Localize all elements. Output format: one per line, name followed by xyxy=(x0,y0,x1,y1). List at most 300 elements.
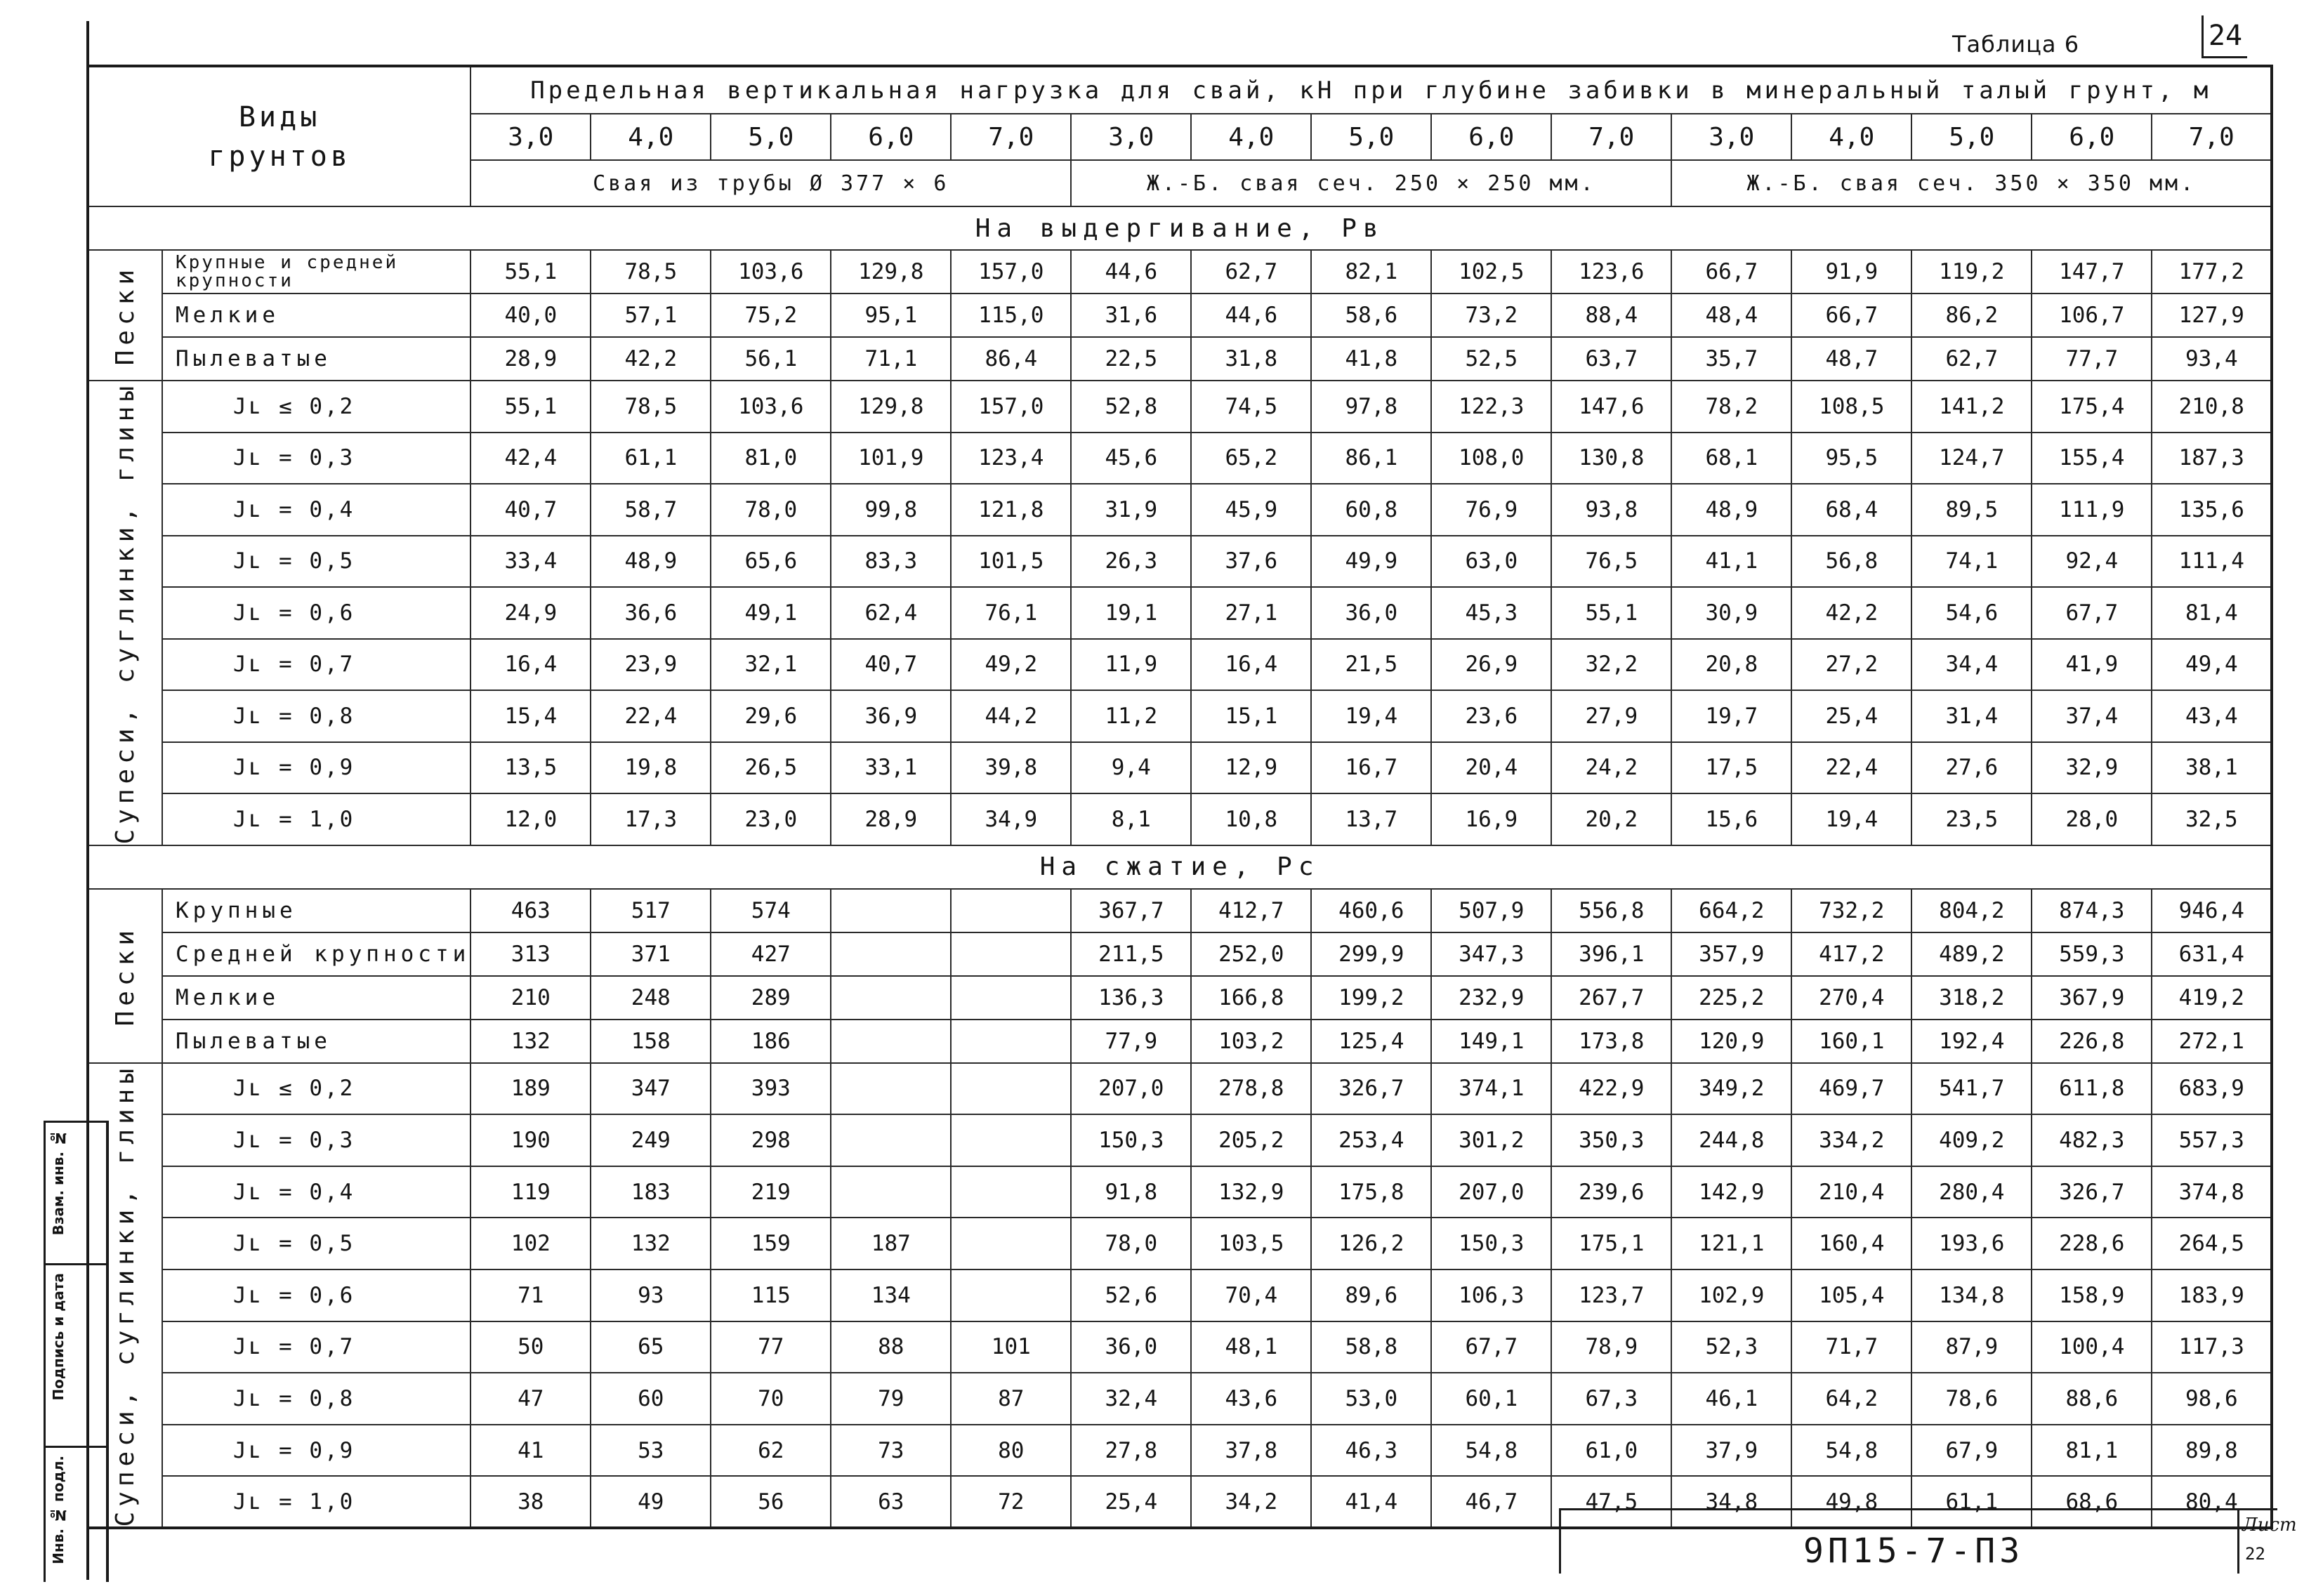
value-cell: 26,3 xyxy=(1071,536,1191,588)
value-cell xyxy=(831,1114,951,1166)
value-cell: 367,7 xyxy=(1071,889,1191,932)
value-cell: 427 xyxy=(711,932,831,976)
value-cell: 119,2 xyxy=(1911,250,2032,294)
value-cell: 70 xyxy=(711,1373,831,1425)
value-cell: 62,4 xyxy=(831,587,951,639)
value-cell: 326,7 xyxy=(2032,1166,2152,1218)
section-title: На сжатие, Pс xyxy=(88,845,2272,889)
value-cell: 574 xyxy=(711,889,831,932)
value-cell: 334,2 xyxy=(1791,1114,1911,1166)
value-cell: 28,9 xyxy=(470,337,591,381)
value-cell: 123,7 xyxy=(1551,1269,1671,1321)
value-cell: 318,2 xyxy=(1911,976,2032,1020)
value-cell: 62,7 xyxy=(1191,250,1311,294)
value-cell: 81,4 xyxy=(2152,587,2272,639)
value-cell: 48,1 xyxy=(1191,1321,1311,1373)
value-cell: 150,3 xyxy=(1071,1114,1191,1166)
table-row xyxy=(88,976,2272,1020)
value-cell: 186 xyxy=(711,1020,831,1063)
value-cell: 124,7 xyxy=(1911,433,2032,484)
value-cell: 36,6 xyxy=(591,587,711,639)
value-cell: 25,4 xyxy=(1791,690,1911,742)
value-cell: 91,8 xyxy=(1071,1166,1191,1218)
value-cell xyxy=(951,976,1071,1020)
value-cell: 147,6 xyxy=(1551,381,1671,433)
value-cell: 60,1 xyxy=(1431,1373,1551,1425)
value-cell: 49,1 xyxy=(711,587,831,639)
value-cell: 211,5 xyxy=(1071,932,1191,976)
value-cell: 43,6 xyxy=(1191,1373,1311,1425)
sheet-value: 22 xyxy=(2245,1544,2265,1564)
value-cell: 326,7 xyxy=(1311,1063,1431,1115)
value-cell: 106,7 xyxy=(2032,294,2152,337)
depth-header: 7,0 xyxy=(2152,114,2272,160)
value-cell: 39,8 xyxy=(951,742,1071,794)
value-cell: 482,3 xyxy=(2032,1114,2152,1166)
value-cell: 556,8 xyxy=(1551,889,1671,932)
table-row xyxy=(88,932,2272,976)
value-cell: 86,4 xyxy=(951,337,1071,381)
value-cell: 27,9 xyxy=(1551,690,1671,742)
value-cell: 37,9 xyxy=(1671,1425,1791,1477)
soil-subtype-label: Крупные xyxy=(162,889,470,932)
section-title: На выдергивание, Pв xyxy=(88,206,2272,250)
value-cell: 149,1 xyxy=(1431,1020,1551,1063)
value-cell: 20,4 xyxy=(1431,742,1551,794)
value-cell: 80,4 xyxy=(2152,1476,2272,1528)
value-cell: 54,8 xyxy=(1431,1425,1551,1477)
value-cell: 460,6 xyxy=(1311,889,1431,932)
value-cell: 219 xyxy=(711,1166,831,1218)
value-cell: 53,0 xyxy=(1311,1373,1431,1425)
value-cell: 150,3 xyxy=(1431,1218,1551,1269)
value-cell: 419,2 xyxy=(2152,976,2272,1020)
table-row xyxy=(88,294,2272,337)
value-cell: 74,1 xyxy=(1911,536,2032,588)
value-cell: 103,6 xyxy=(711,381,831,433)
value-cell: 49,9 xyxy=(1311,536,1431,588)
value-cell: 8,1 xyxy=(1071,793,1191,845)
value-cell: 27,1 xyxy=(1191,587,1311,639)
value-cell: 125,4 xyxy=(1311,1020,1431,1063)
value-cell: 804,2 xyxy=(1911,889,2032,932)
value-cell: 102,9 xyxy=(1671,1269,1791,1321)
value-cell xyxy=(951,889,1071,932)
value-cell: 49 xyxy=(591,1476,711,1528)
value-cell: 683,9 xyxy=(2152,1063,2272,1115)
value-cell: 16,9 xyxy=(1431,793,1551,845)
value-cell: 23,9 xyxy=(591,639,711,691)
value-cell: 41,1 xyxy=(1671,536,1791,588)
value-cell: 48,4 xyxy=(1671,294,1791,337)
value-cell: 280,4 xyxy=(1911,1166,2032,1218)
value-cell: 26,5 xyxy=(711,742,831,794)
value-cell: 26,9 xyxy=(1431,639,1551,691)
value-cell xyxy=(831,1020,951,1063)
soil-subtype-label: Jʟ = 0,8 xyxy=(162,1373,470,1425)
value-cell: 19,7 xyxy=(1671,690,1791,742)
value-cell: 13,7 xyxy=(1311,793,1431,845)
pile-type-header: Свая из трубы Ø 377 × 6 xyxy=(470,160,1071,206)
value-cell: 193,6 xyxy=(1911,1218,2032,1269)
value-cell: 60,8 xyxy=(1311,484,1431,536)
value-cell: 22,4 xyxy=(591,690,711,742)
value-cell: 78,6 xyxy=(1911,1373,2032,1425)
value-cell: 374,1 xyxy=(1431,1063,1551,1115)
value-cell: 79 xyxy=(831,1373,951,1425)
value-cell: 111,4 xyxy=(2152,536,2272,588)
value-cell: 19,4 xyxy=(1311,690,1431,742)
value-cell xyxy=(831,889,951,932)
value-cell: 142,9 xyxy=(1671,1166,1791,1218)
depth-header: 3,0 xyxy=(470,114,591,160)
value-cell: 77,7 xyxy=(2032,337,2152,381)
soil-subtype-label: Средней крупности xyxy=(162,932,470,976)
soil-subtype-label: Jʟ = 0,8 xyxy=(162,690,470,742)
soil-subtype-label: Jʟ = 0,3 xyxy=(162,1114,470,1166)
value-cell: 422,9 xyxy=(1551,1063,1671,1115)
value-cell: 58,6 xyxy=(1311,294,1431,337)
value-cell: 33,1 xyxy=(831,742,951,794)
table-row xyxy=(88,484,2272,536)
value-cell: 93,8 xyxy=(1551,484,1671,536)
stamp-label-inventory: Инв. № подл. xyxy=(50,1456,67,1564)
value-cell: 264,5 xyxy=(2152,1218,2272,1269)
value-cell: 72 xyxy=(951,1476,1071,1528)
soil-subtype-label: Крупные и средней крупности xyxy=(162,250,470,294)
value-cell: 67,9 xyxy=(1911,1425,2032,1477)
value-cell: 12,9 xyxy=(1191,742,1311,794)
value-cell: 61,1 xyxy=(1911,1476,2032,1528)
value-cell: 160,4 xyxy=(1791,1218,1911,1269)
value-cell: 248 xyxy=(591,976,711,1020)
title-block xyxy=(1559,1508,2297,1574)
value-cell: 30,9 xyxy=(1671,587,1791,639)
value-cell: 541,7 xyxy=(1911,1063,2032,1115)
value-cell: 16,4 xyxy=(1191,639,1311,691)
value-cell: 42,2 xyxy=(591,337,711,381)
value-cell xyxy=(951,1063,1071,1115)
value-cell: 99,8 xyxy=(831,484,951,536)
value-cell: 132,9 xyxy=(1191,1166,1311,1218)
value-cell: 228,6 xyxy=(2032,1218,2152,1269)
value-cell: 122,3 xyxy=(1431,381,1551,433)
value-cell: 20,8 xyxy=(1671,639,1791,691)
depth-header: 5,0 xyxy=(1911,114,2032,160)
value-cell: 210,8 xyxy=(2152,381,2272,433)
value-cell xyxy=(951,1166,1071,1218)
value-cell: 232,9 xyxy=(1431,976,1551,1020)
value-cell: 74,5 xyxy=(1191,381,1311,433)
value-cell: 187 xyxy=(831,1218,951,1269)
value-cell: 9,4 xyxy=(1071,742,1191,794)
soil-subtype-label: Jʟ ≤ 0,2 xyxy=(162,1063,470,1115)
value-cell: 27,8 xyxy=(1071,1425,1191,1477)
soil-subtype-label: Jʟ = 0,9 xyxy=(162,1425,470,1477)
value-cell: 33,4 xyxy=(470,536,591,588)
value-cell xyxy=(951,1020,1071,1063)
value-cell: 134,8 xyxy=(1911,1269,2032,1321)
value-cell: 54,8 xyxy=(1791,1425,1911,1477)
value-cell: 68,1 xyxy=(1671,433,1791,484)
value-cell: 67,3 xyxy=(1551,1373,1671,1425)
soil-subtype-label: Jʟ = 0,6 xyxy=(162,587,470,639)
value-cell: 44,6 xyxy=(1191,294,1311,337)
value-cell: 175,4 xyxy=(2032,381,2152,433)
value-cell: 31,9 xyxy=(1071,484,1191,536)
value-cell: 89,6 xyxy=(1311,1269,1431,1321)
value-cell: 127,9 xyxy=(2152,294,2272,337)
value-cell: 49,8 xyxy=(1791,1476,1911,1528)
stamp-label-replace: Взам. инв. № xyxy=(50,1130,67,1236)
value-cell: 63,0 xyxy=(1431,536,1551,588)
value-cell: 173,8 xyxy=(1551,1020,1671,1063)
value-cell: 207,0 xyxy=(1431,1166,1551,1218)
value-cell: 371 xyxy=(591,932,711,976)
value-cell: 253,4 xyxy=(1311,1114,1431,1166)
soil-subtype-label: Мелкие xyxy=(162,976,470,1020)
depth-header: 6,0 xyxy=(831,114,951,160)
value-cell: 35,7 xyxy=(1671,337,1791,381)
value-cell: 155,4 xyxy=(2032,433,2152,484)
value-cell: 239,6 xyxy=(1551,1166,1671,1218)
value-cell xyxy=(831,976,951,1020)
value-cell: 76,5 xyxy=(1551,536,1671,588)
value-cell: 71,1 xyxy=(831,337,951,381)
value-cell: 40,0 xyxy=(470,294,591,337)
value-cell: 55,1 xyxy=(1551,587,1671,639)
value-cell: 82,1 xyxy=(1311,250,1431,294)
value-cell: 78,5 xyxy=(591,250,711,294)
approval-stamp xyxy=(44,1121,109,1582)
soil-subtype-label: Пылеватые xyxy=(162,1020,470,1063)
soil-subtype-label: Jʟ = 0,3 xyxy=(162,433,470,484)
depth-header: 5,0 xyxy=(1311,114,1431,160)
depth-header: 6,0 xyxy=(1431,114,1551,160)
section-row xyxy=(88,206,2272,250)
value-cell: 62,7 xyxy=(1911,337,2032,381)
value-cell: 24,2 xyxy=(1551,742,1671,794)
table-row xyxy=(88,742,2272,794)
pile-type-header: Ж.-Б. свая сеч. 250 × 250 мм. xyxy=(1071,160,1671,206)
value-cell xyxy=(831,1166,951,1218)
value-cell: 78,5 xyxy=(591,381,711,433)
value-cell: 58,7 xyxy=(591,484,711,536)
table-row xyxy=(88,1269,2272,1321)
value-cell: 87,9 xyxy=(1911,1321,2032,1373)
soil-types-header: Виды грунтов xyxy=(88,66,470,206)
value-cell: 244,8 xyxy=(1671,1114,1791,1166)
value-cell: 37,8 xyxy=(1191,1425,1311,1477)
value-cell: 32,2 xyxy=(1551,639,1671,691)
value-cell: 40,7 xyxy=(470,484,591,536)
sheet-number-top xyxy=(2201,15,2247,58)
value-cell: 946,4 xyxy=(2152,889,2272,932)
soil-subtype-label: Пылеватые xyxy=(162,337,470,381)
table-row xyxy=(88,536,2272,588)
sheet-label: Лист xyxy=(2242,1515,2297,1536)
value-cell: 115,0 xyxy=(951,294,1071,337)
value-cell: 76,1 xyxy=(951,587,1071,639)
sheet-number-text: 24 xyxy=(2208,20,2243,52)
value-cell: 28,9 xyxy=(831,793,951,845)
value-cell: 664,2 xyxy=(1671,889,1791,932)
value-cell: 463 xyxy=(470,889,591,932)
value-cell: 60 xyxy=(591,1373,711,1425)
value-cell: 47 xyxy=(470,1373,591,1425)
value-cell: 36,0 xyxy=(1311,587,1431,639)
value-cell: 17,3 xyxy=(591,793,711,845)
value-cell: 226,8 xyxy=(2032,1020,2152,1063)
table-row xyxy=(88,381,2272,433)
table-row xyxy=(88,337,2272,381)
value-cell: 732,2 xyxy=(1791,889,1911,932)
value-cell: 874,3 xyxy=(2032,889,2152,932)
value-cell: 36,0 xyxy=(1071,1321,1191,1373)
value-cell: 111,9 xyxy=(2032,484,2152,536)
value-cell: 40,7 xyxy=(831,639,951,691)
value-cell: 87 xyxy=(951,1373,1071,1425)
value-cell: 141,2 xyxy=(1911,381,2032,433)
value-cell: 98,6 xyxy=(2152,1373,2272,1425)
value-cell: 15,6 xyxy=(1671,793,1791,845)
value-cell: 63,7 xyxy=(1551,337,1671,381)
value-cell: 61,0 xyxy=(1551,1425,1671,1477)
value-cell: 417,2 xyxy=(1791,932,1911,976)
value-cell: 19,1 xyxy=(1071,587,1191,639)
value-cell: 158 xyxy=(591,1020,711,1063)
value-cell: 631,4 xyxy=(2152,932,2272,976)
value-cell: 52,6 xyxy=(1071,1269,1191,1321)
value-cell xyxy=(951,1114,1071,1166)
value-cell: 81,0 xyxy=(711,433,831,484)
table-row xyxy=(88,690,2272,742)
value-cell: 121,8 xyxy=(951,484,1071,536)
value-cell: 37,6 xyxy=(1191,536,1311,588)
value-cell: 31,6 xyxy=(1071,294,1191,337)
value-cell: 507,9 xyxy=(1431,889,1551,932)
value-cell: 67,7 xyxy=(1431,1321,1551,1373)
value-cell: 10,8 xyxy=(1191,793,1311,845)
value-cell: 101,5 xyxy=(951,536,1071,588)
value-cell: 123,6 xyxy=(1551,250,1671,294)
value-cell: 192,4 xyxy=(1911,1020,2032,1063)
value-cell: 43,4 xyxy=(2152,690,2272,742)
table-row xyxy=(88,250,2272,294)
value-cell: 86,2 xyxy=(1911,294,2032,337)
value-cell: 27,2 xyxy=(1791,639,1911,691)
value-cell: 489,2 xyxy=(1911,932,2032,976)
value-cell: 175,8 xyxy=(1311,1166,1431,1218)
value-cell: 374,8 xyxy=(2152,1166,2272,1218)
value-cell: 64,2 xyxy=(1791,1373,1911,1425)
value-cell: 47,5 xyxy=(1551,1476,1671,1528)
value-cell: 132 xyxy=(591,1218,711,1269)
table-row xyxy=(88,793,2272,845)
soil-subtype-label: Jʟ = 0,4 xyxy=(162,484,470,536)
value-cell: 103,6 xyxy=(711,250,831,294)
value-cell: 189 xyxy=(470,1063,591,1115)
value-cell: 298 xyxy=(711,1114,831,1166)
table-row xyxy=(88,639,2272,691)
table-label: Таблица 6 xyxy=(1952,31,2080,58)
value-cell: 41,4 xyxy=(1311,1476,1431,1528)
value-cell xyxy=(831,1063,951,1115)
value-cell: 45,6 xyxy=(1071,433,1191,484)
value-cell: 42,2 xyxy=(1791,587,1911,639)
value-cell: 52,5 xyxy=(1431,337,1551,381)
value-cell: 50 xyxy=(470,1321,591,1373)
depth-header: 3,0 xyxy=(1671,114,1791,160)
value-cell: 65,2 xyxy=(1191,433,1311,484)
value-cell: 31,8 xyxy=(1191,337,1311,381)
value-cell: 52,8 xyxy=(1071,381,1191,433)
value-cell: 115 xyxy=(711,1269,831,1321)
value-cell: 299,9 xyxy=(1311,932,1431,976)
value-cell: 158,9 xyxy=(2032,1269,2152,1321)
value-cell: 136,3 xyxy=(1071,976,1191,1020)
value-cell: 29,6 xyxy=(711,690,831,742)
section-row xyxy=(88,845,2272,889)
value-cell: 32,9 xyxy=(2032,742,2152,794)
value-cell: 34,9 xyxy=(951,793,1071,845)
value-cell: 38 xyxy=(470,1476,591,1528)
value-cell: 81,1 xyxy=(2032,1425,2152,1477)
value-cell: 135,6 xyxy=(2152,484,2272,536)
depth-header: 4,0 xyxy=(591,114,711,160)
value-cell: 66,7 xyxy=(1791,294,1911,337)
value-cell: 367,9 xyxy=(2032,976,2152,1020)
value-cell: 65,6 xyxy=(711,536,831,588)
soil-subtype-label: Jʟ = 1,0 xyxy=(162,793,470,845)
value-cell: 83,3 xyxy=(831,536,951,588)
value-cell: 129,8 xyxy=(831,250,951,294)
value-cell: 46,3 xyxy=(1311,1425,1431,1477)
value-cell: 88 xyxy=(831,1321,951,1373)
value-cell: 102 xyxy=(470,1218,591,1269)
value-cell: 190 xyxy=(470,1114,591,1166)
value-cell: 73 xyxy=(831,1425,951,1477)
value-cell: 160,1 xyxy=(1791,1020,1911,1063)
value-cell: 16,4 xyxy=(470,639,591,691)
stamp-cell-inventory xyxy=(46,1446,106,1582)
depth-header: 7,0 xyxy=(951,114,1071,160)
value-cell: 70,4 xyxy=(1191,1269,1311,1321)
value-cell: 559,3 xyxy=(2032,932,2152,976)
value-cell: 15,1 xyxy=(1191,690,1311,742)
value-cell: 187,3 xyxy=(2152,433,2272,484)
value-cell: 71,7 xyxy=(1791,1321,1911,1373)
value-cell: 12,0 xyxy=(470,793,591,845)
value-cell: 56,1 xyxy=(711,337,831,381)
value-cell: 78,0 xyxy=(1071,1218,1191,1269)
soil-group-label: Пески xyxy=(111,265,140,366)
value-cell: 121,1 xyxy=(1671,1218,1791,1269)
value-cell: 53 xyxy=(591,1425,711,1477)
table-row xyxy=(88,433,2272,484)
table-row xyxy=(88,1321,2272,1373)
value-cell: 95,1 xyxy=(831,294,951,337)
value-cell: 147,7 xyxy=(2032,250,2152,294)
value-cell: 17,5 xyxy=(1671,742,1791,794)
value-cell: 68,4 xyxy=(1791,484,1911,536)
value-cell: 349,2 xyxy=(1671,1063,1791,1115)
table-row xyxy=(88,1166,2272,1218)
value-cell: 65 xyxy=(591,1321,711,1373)
value-cell: 22,5 xyxy=(1071,337,1191,381)
soil-subtype-label: Jʟ ≤ 0,2 xyxy=(162,381,470,433)
value-cell: 357,9 xyxy=(1671,932,1791,976)
